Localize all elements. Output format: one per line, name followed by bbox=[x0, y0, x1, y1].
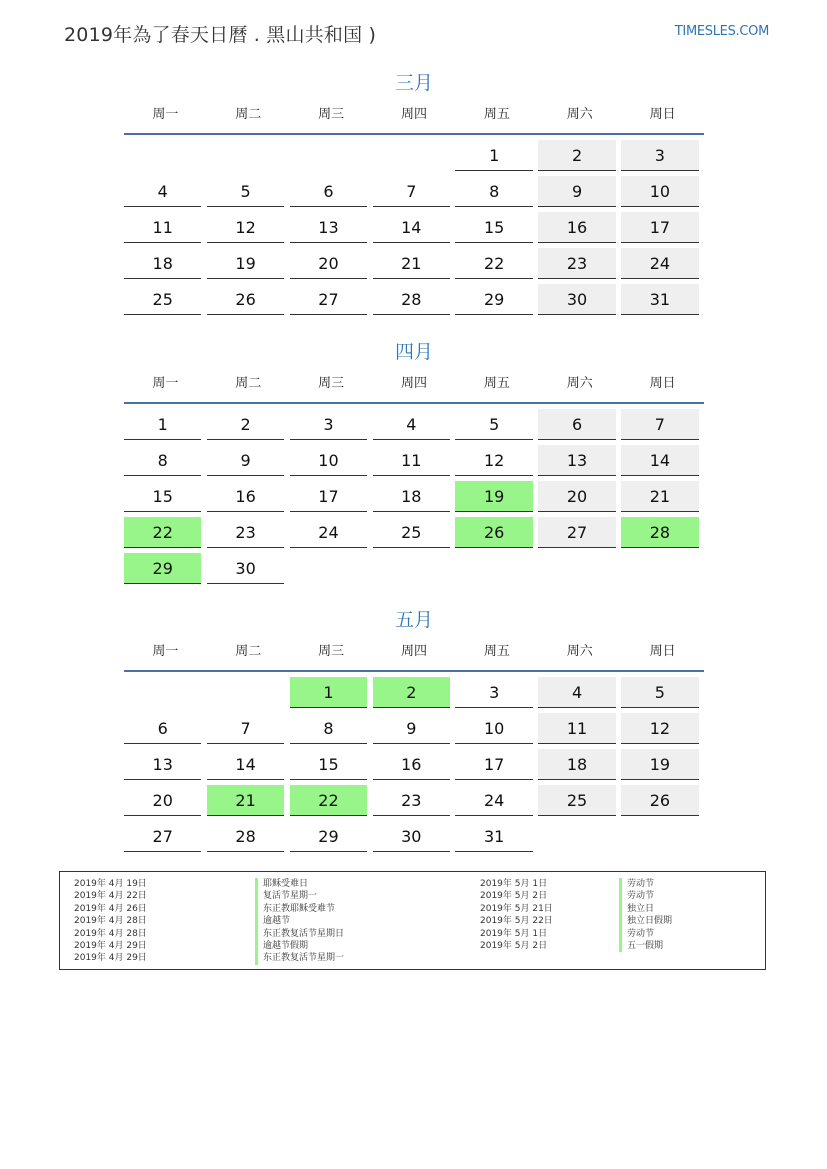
day-cell[interactable]: 14 bbox=[207, 749, 284, 780]
day-cell[interactable]: 15 bbox=[290, 749, 367, 780]
brand-link[interactable]: TIMESLES.COM bbox=[674, 24, 769, 39]
empty-day-cell bbox=[621, 553, 698, 584]
day-cell[interactable]: 10 bbox=[621, 176, 698, 207]
day-cell[interactable]: 23 bbox=[207, 517, 284, 548]
weekday-label: 周一 bbox=[152, 376, 179, 391]
legend-holiday-name: 劳动节 bbox=[619, 890, 672, 902]
weekday-label: 周二 bbox=[235, 644, 262, 659]
weekday-label: 周四 bbox=[401, 644, 428, 659]
legend-date: 2019年 4月 28日 bbox=[74, 928, 147, 939]
day-cell[interactable]: 20 bbox=[290, 248, 367, 279]
day-cell[interactable]: 17 bbox=[621, 212, 698, 243]
weekday-label: 周六 bbox=[566, 644, 593, 659]
empty-day-cell bbox=[124, 140, 201, 171]
weekday-label: 周一 bbox=[152, 107, 179, 122]
day-cell[interactable]: 28 bbox=[621, 517, 698, 548]
header-divider bbox=[124, 670, 704, 672]
weekday-label: 周三 bbox=[318, 107, 345, 122]
day-cell[interactable]: 12 bbox=[455, 445, 532, 476]
day-cell[interactable]: 14 bbox=[621, 445, 698, 476]
weekday-label: 周三 bbox=[318, 376, 345, 391]
week-row bbox=[124, 713, 704, 749]
day-cell[interactable]: 30 bbox=[373, 821, 450, 852]
day-cell[interactable]: 10 bbox=[290, 445, 367, 476]
legend-date: 2019年 4月 26日 bbox=[74, 903, 147, 914]
holiday-legend bbox=[59, 871, 766, 970]
day-cell[interactable]: 13 bbox=[290, 212, 367, 243]
week-row bbox=[124, 821, 704, 857]
day-cell[interactable]: 9 bbox=[373, 713, 450, 744]
week-row bbox=[124, 212, 704, 248]
month-title: 三月 bbox=[394, 72, 433, 94]
day-cell[interactable]: 11 bbox=[373, 445, 450, 476]
day-cell[interactable]: 27 bbox=[124, 821, 201, 852]
week-row bbox=[124, 553, 704, 589]
day-cell[interactable]: 4 bbox=[124, 176, 201, 207]
day-cell[interactable]: 31 bbox=[455, 821, 532, 852]
empty-day-cell bbox=[290, 553, 367, 584]
day-cell[interactable]: 19 bbox=[207, 248, 284, 279]
day-grid bbox=[124, 140, 704, 320]
day-cell[interactable]: 24 bbox=[455, 785, 532, 816]
day-cell[interactable]: 8 bbox=[124, 445, 201, 476]
week-row bbox=[124, 481, 704, 517]
empty-day-cell bbox=[124, 677, 201, 708]
day-cell[interactable]: 19 bbox=[455, 481, 532, 512]
day-cell[interactable]: 13 bbox=[124, 749, 201, 780]
header-divider bbox=[124, 402, 704, 404]
day-cell[interactable]: 23 bbox=[373, 785, 450, 816]
month-calendar bbox=[124, 607, 704, 857]
day-cell[interactable]: 21 bbox=[621, 481, 698, 512]
weekday-label: 周四 bbox=[401, 376, 428, 391]
day-cell[interactable]: 18 bbox=[538, 749, 615, 780]
legend-date: 2019年 5月 21日 bbox=[480, 903, 553, 914]
weekday-label: 周五 bbox=[483, 644, 510, 659]
day-cell[interactable]: 7 bbox=[621, 409, 698, 440]
legend-holiday-name: 独立日 bbox=[619, 903, 672, 915]
day-cell[interactable]: 21 bbox=[207, 785, 284, 816]
weekday-label: 周六 bbox=[566, 376, 593, 391]
weekday-label: 周日 bbox=[649, 644, 676, 659]
day-cell[interactable]: 19 bbox=[621, 749, 698, 780]
header-divider bbox=[124, 133, 704, 135]
day-cell[interactable]: 11 bbox=[124, 212, 201, 243]
week-row bbox=[124, 409, 704, 445]
day-cell[interactable]: 22 bbox=[290, 785, 367, 816]
weekday-label: 周日 bbox=[649, 107, 676, 122]
week-row bbox=[124, 749, 704, 785]
day-cell[interactable]: 5 bbox=[207, 176, 284, 207]
legend-holiday-name: 东正教复活节星期日 bbox=[255, 928, 344, 940]
month-calendar bbox=[124, 339, 704, 589]
legend-date: 2019年 5月 2日 bbox=[480, 891, 548, 902]
day-cell[interactable]: 3 bbox=[290, 409, 367, 440]
day-cell[interactable]: 9 bbox=[207, 445, 284, 476]
legend-date: 2019年 4月 29日 bbox=[74, 940, 147, 951]
legend-holiday-name: 劳动节 bbox=[619, 878, 672, 890]
week-row bbox=[124, 176, 704, 212]
week-row bbox=[124, 517, 704, 553]
day-cell[interactable]: 24 bbox=[621, 248, 698, 279]
day-cell[interactable]: 28 bbox=[207, 821, 284, 852]
day-cell[interactable]: 4 bbox=[538, 677, 615, 708]
day-cell[interactable]: 8 bbox=[455, 176, 532, 207]
day-cell[interactable]: 26 bbox=[621, 785, 698, 816]
empty-day-cell bbox=[455, 553, 532, 584]
day-cell[interactable]: 15 bbox=[124, 481, 201, 512]
weekday-label: 周二 bbox=[235, 376, 262, 391]
day-cell[interactable]: 1 bbox=[124, 409, 201, 440]
empty-day-cell bbox=[373, 553, 450, 584]
day-cell[interactable]: 27 bbox=[538, 517, 615, 548]
legend-right-dates bbox=[480, 878, 553, 952]
day-cell[interactable]: 22 bbox=[124, 517, 201, 548]
document-title: 2019年為了春天日曆 . 黑山共和国 ) bbox=[64, 24, 377, 46]
legend-holiday-name: 劳动节 bbox=[619, 928, 672, 940]
day-cell[interactable]: 16 bbox=[373, 749, 450, 780]
day-cell[interactable]: 25 bbox=[373, 517, 450, 548]
legend-holiday-name: 逾越节 bbox=[255, 915, 344, 927]
legend-right-names bbox=[619, 878, 672, 952]
day-grid bbox=[124, 409, 704, 589]
day-cell[interactable]: 7 bbox=[207, 713, 284, 744]
day-cell[interactable]: 22 bbox=[455, 248, 532, 279]
day-cell[interactable]: 2 bbox=[538, 140, 615, 171]
weekday-label: 周五 bbox=[483, 107, 510, 122]
day-cell[interactable]: 27 bbox=[290, 284, 367, 315]
day-cell[interactable]: 17 bbox=[455, 749, 532, 780]
month-title: 五月 bbox=[394, 609, 433, 631]
weekday-label: 周六 bbox=[566, 107, 593, 122]
day-cell[interactable]: 14 bbox=[373, 212, 450, 243]
legend-holiday-name: 耶稣受难日 bbox=[255, 878, 344, 890]
day-cell[interactable]: 10 bbox=[455, 713, 532, 744]
day-cell[interactable]: 15 bbox=[455, 212, 532, 243]
empty-day-cell bbox=[207, 677, 284, 708]
day-cell[interactable]: 18 bbox=[124, 248, 201, 279]
day-cell[interactable]: 30 bbox=[207, 553, 284, 584]
day-cell[interactable]: 24 bbox=[290, 517, 367, 548]
empty-day-cell bbox=[538, 821, 615, 852]
day-cell[interactable]: 20 bbox=[124, 785, 201, 816]
day-cell[interactable]: 20 bbox=[538, 481, 615, 512]
empty-day-cell bbox=[290, 140, 367, 171]
day-cell[interactable]: 7 bbox=[373, 176, 450, 207]
legend-date: 2019年 4月 19日 bbox=[74, 879, 147, 889]
legend-date: 2019年 4月 22日 bbox=[74, 891, 147, 902]
day-cell[interactable]: 29 bbox=[124, 553, 201, 584]
legend-holiday-name: 复活节星期一 bbox=[255, 890, 344, 902]
day-cell[interactable]: 31 bbox=[621, 284, 698, 315]
day-grid bbox=[124, 677, 704, 857]
legend-date: 2019年 5月 22日 bbox=[480, 916, 553, 927]
day-cell[interactable]: 17 bbox=[290, 481, 367, 512]
day-cell[interactable]: 25 bbox=[124, 284, 201, 315]
weekday-label: 周三 bbox=[318, 644, 345, 659]
week-row bbox=[124, 140, 704, 176]
legend-holiday-name: 东正教耶稣受难节 bbox=[255, 903, 344, 915]
legend-holiday-name: 东正教复活节星期一 bbox=[255, 952, 344, 964]
legend-date: 2019年 5月 1日 bbox=[480, 879, 548, 889]
day-cell[interactable]: 8 bbox=[290, 713, 367, 744]
day-cell[interactable]: 3 bbox=[455, 677, 532, 708]
month-title: 四月 bbox=[394, 341, 433, 363]
weekday-label: 周一 bbox=[152, 644, 179, 659]
day-cell[interactable]: 28 bbox=[373, 284, 450, 315]
week-row bbox=[124, 248, 704, 284]
day-cell[interactable]: 16 bbox=[538, 212, 615, 243]
day-cell[interactable]: 16 bbox=[207, 481, 284, 512]
day-cell[interactable]: 6 bbox=[124, 713, 201, 744]
day-cell[interactable]: 6 bbox=[538, 409, 615, 440]
day-cell[interactable]: 26 bbox=[207, 284, 284, 315]
legend-date: 2019年 5月 2日 bbox=[480, 940, 548, 951]
day-cell[interactable]: 12 bbox=[621, 713, 698, 744]
weekday-label: 周四 bbox=[401, 107, 428, 122]
day-cell[interactable]: 3 bbox=[621, 140, 698, 171]
day-cell[interactable]: 30 bbox=[538, 284, 615, 315]
day-cell[interactable]: 29 bbox=[290, 821, 367, 852]
legend-date: 2019年 4月 28日 bbox=[74, 916, 147, 927]
weekday-header-row bbox=[124, 373, 704, 395]
weekday-header-row bbox=[124, 641, 704, 663]
empty-day-cell bbox=[373, 140, 450, 171]
legend-left-names bbox=[255, 878, 344, 965]
week-row bbox=[124, 284, 704, 320]
week-row bbox=[124, 445, 704, 481]
weekday-label: 周二 bbox=[235, 107, 262, 122]
month-calendar bbox=[124, 70, 704, 320]
day-cell[interactable]: 5 bbox=[455, 409, 532, 440]
week-row bbox=[124, 677, 704, 713]
day-cell[interactable]: 2 bbox=[373, 677, 450, 708]
day-cell[interactable]: 5 bbox=[621, 677, 698, 708]
day-cell[interactable]: 12 bbox=[207, 212, 284, 243]
legend-holiday-name: 独立日假期 bbox=[619, 915, 672, 927]
day-cell[interactable]: 1 bbox=[455, 140, 532, 171]
legend-date: 2019年 5月 1日 bbox=[480, 928, 548, 939]
empty-day-cell bbox=[621, 821, 698, 852]
day-cell[interactable]: 1 bbox=[290, 677, 367, 708]
weekday-label: 周日 bbox=[649, 376, 676, 391]
weekday-label: 周五 bbox=[483, 376, 510, 391]
week-row bbox=[124, 785, 704, 821]
day-cell[interactable]: 18 bbox=[373, 481, 450, 512]
day-cell[interactable]: 11 bbox=[538, 713, 615, 744]
weekday-header-row bbox=[124, 104, 704, 126]
day-cell[interactable]: 13 bbox=[538, 445, 615, 476]
empty-day-cell bbox=[538, 553, 615, 584]
day-cell[interactable]: 9 bbox=[538, 176, 615, 207]
legend-holiday-name: 逾越节假期 bbox=[255, 940, 344, 952]
day-cell[interactable]: 4 bbox=[373, 409, 450, 440]
day-cell[interactable]: 2 bbox=[207, 409, 284, 440]
day-cell[interactable]: 23 bbox=[538, 248, 615, 279]
day-cell[interactable]: 25 bbox=[538, 785, 615, 816]
legend-date: 2019年 4月 29日 bbox=[74, 953, 147, 964]
empty-day-cell bbox=[207, 140, 284, 171]
day-cell[interactable]: 29 bbox=[455, 284, 532, 315]
day-cell[interactable]: 6 bbox=[290, 176, 367, 207]
day-cell[interactable]: 21 bbox=[373, 248, 450, 279]
legend-holiday-name: 五一假期 bbox=[619, 940, 672, 952]
day-cell[interactable]: 26 bbox=[455, 517, 532, 548]
legend-left-dates bbox=[74, 878, 147, 965]
